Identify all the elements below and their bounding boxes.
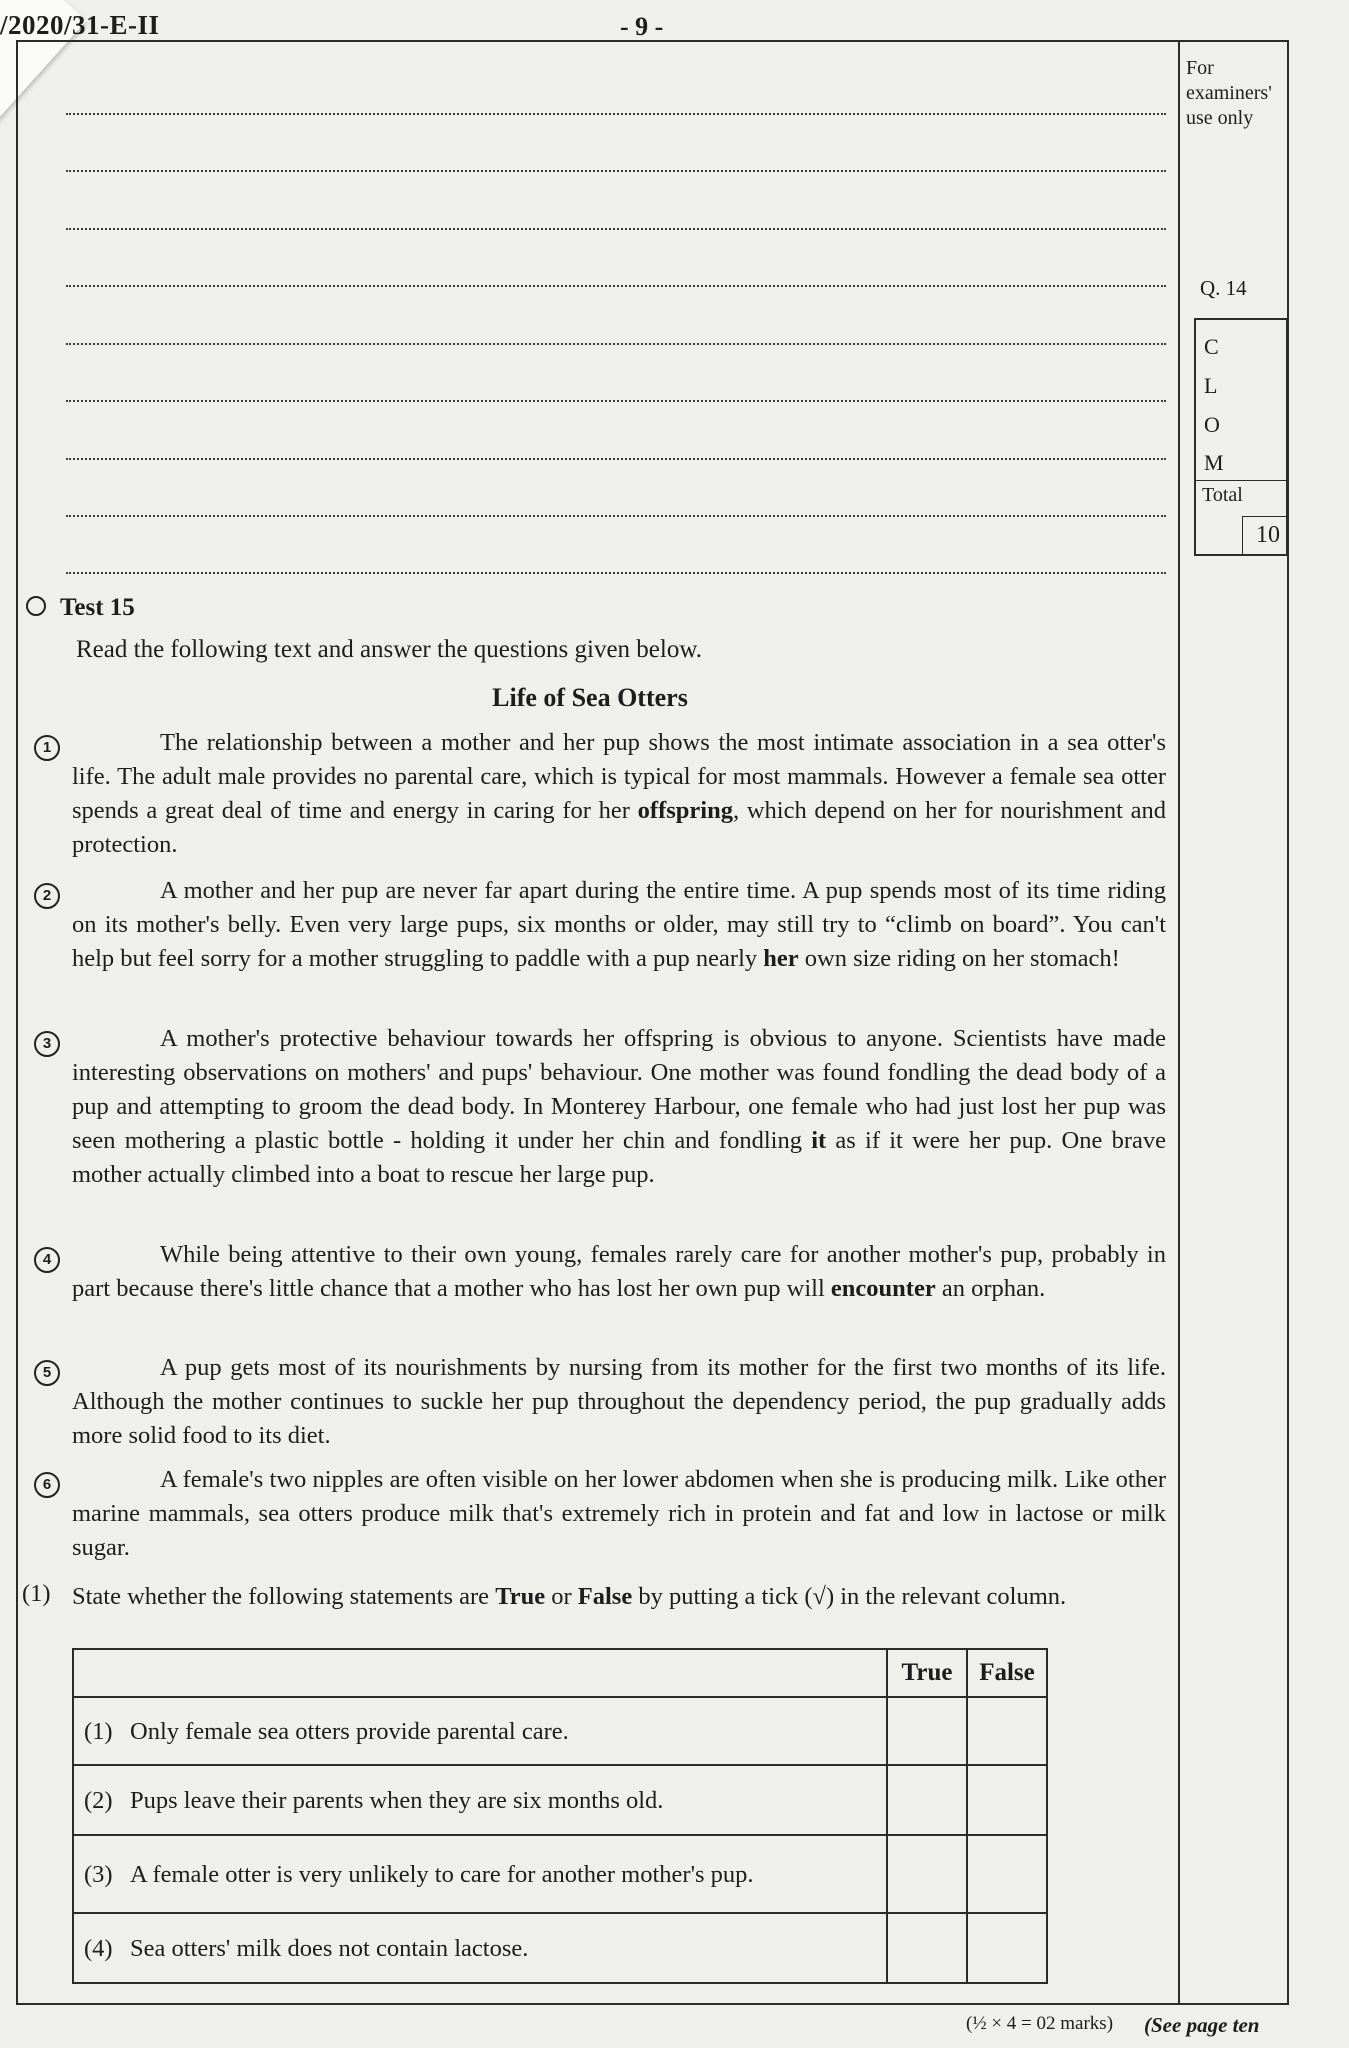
answer-line[interactable]: [66, 458, 1166, 460]
clom-divider: [1196, 480, 1286, 481]
false-tick-cell[interactable]: [967, 1913, 1047, 1983]
passage-title: Life of Sea Otters: [492, 683, 688, 712]
paragraph-number-badge: 3: [34, 1031, 60, 1057]
answer-line[interactable]: [66, 343, 1166, 345]
false-tick-cell[interactable]: [967, 1835, 1047, 1913]
clom-letter-l: L: [1204, 373, 1218, 398]
question-label: (1): [22, 1580, 51, 1607]
paper-code: /2020/31-E-II: [0, 10, 160, 40]
instruction-text: Read the following text and answer the questions given below.: [76, 636, 703, 663]
paragraph-number-badge: 4: [34, 1247, 60, 1273]
paragraph-number-badge: 2: [34, 883, 60, 909]
statement-cell: (4) Sea otters' milk does not contain lactose.: [73, 1913, 887, 1983]
question-number-label: Q. 14: [1200, 276, 1247, 300]
total-score-value: 10: [1256, 522, 1280, 548]
true-tick-cell[interactable]: [887, 1697, 967, 1765]
paragraph-1: The relationship between a mother and her pup shows the most intimate association in a sea otter's life. The adult male provides no parental care, which is typical for most mammals. However a female sea otter spends a great deal of time and energy in caring for her offspring, which depend on her for nourishment and protection.: [72, 729, 1166, 858]
examiner-column-divider: [1178, 40, 1180, 2005]
paragraph-number-badge: 5: [34, 1360, 60, 1386]
statement-cell: (2) Pups leave their parents when they are six months old.: [73, 1765, 887, 1835]
paragraph-2: A mother and her pup are never far apart during the entire time. A pup spends most of its time riding on its mother's belly. Even very large pups, six months or older, may still try to “climb on board”. You can't help but feel sorry for a mother struggling to paddle with a pup nearly her own size riding on her stomach!: [72, 877, 1166, 972]
answer-line[interactable]: [66, 515, 1166, 517]
examiners-use-label: For examiners' use only: [1186, 57, 1272, 129]
table-header-false: False: [967, 1649, 1047, 1697]
true-tick-cell[interactable]: [887, 1835, 967, 1913]
table-header-blank: [73, 1649, 887, 1697]
answer-line[interactable]: [66, 400, 1166, 402]
clom-letter-m: M: [1204, 450, 1224, 475]
table-header-row: [73, 1649, 1047, 1697]
table-header-true: True: [887, 1649, 967, 1697]
paragraph-6: A female's two nipples are often visible on her lower abdomen when she is producing milk. Like other marine mammals, sea otters produce milk that's extremely rich in protein and fat and low in lactose or milk sugar.: [72, 1466, 1166, 1561]
false-tick-cell[interactable]: [967, 1697, 1047, 1765]
total-label: Total: [1202, 484, 1243, 506]
table-row: [73, 1913, 1047, 1983]
table-row: [73, 1697, 1047, 1765]
true-false-table: [72, 1648, 1048, 1984]
statement-cell: (1) Only female sea otters provide parental care.: [73, 1697, 887, 1765]
clom-letter-c: C: [1204, 334, 1219, 359]
table-row: [73, 1835, 1047, 1913]
clom-letter-o: O: [1204, 412, 1220, 437]
answer-line[interactable]: [66, 285, 1166, 287]
see-next-page: (See page ten: [1144, 2013, 1260, 2037]
clom-score-box: [1194, 318, 1288, 556]
paragraph-number-badge: 6: [34, 1472, 60, 1498]
paragraph-3: A mother's protective behaviour towards her offspring is obvious to anyone. Scientists have made interesting observations on mothers' and pups' behaviour. One mother was found fondling the dead body of a pup and attempting to groom the dead body. In Monterey Harbour, one female who had just lost her pup was seen mothering a plastic bottle - holding it under her chin and fondling it as if it were her pup. One brave mother actually climbed into a boat to rescue her large pup.: [72, 1025, 1166, 1188]
ring-bullet-icon: [26, 596, 46, 616]
marks-allocation: (½ × 4 = 02 marks): [966, 2013, 1114, 2034]
paragraph-number-badge: 1: [34, 735, 60, 761]
answer-line[interactable]: [66, 572, 1166, 574]
question-text: State whether the following statements are True or False by putting a tick (√) in the relevant column.: [72, 1583, 1067, 1610]
true-tick-cell[interactable]: [887, 1765, 967, 1835]
answer-line[interactable]: [66, 170, 1166, 172]
paragraph-5: A pup gets most of its nourishments by nursing from its mother for the first two months of its life. Although the mother continues to suckle her pup throughout the dependency period, the pup gradually adds more solid food to its diet.: [72, 1354, 1166, 1449]
table-row: [73, 1765, 1047, 1835]
paragraph-4: While being attentive to their own young, females rarely care for another mother's pup, probably in part because there's little chance that a mother who has lost her own pup will encounter an orphan.: [72, 1241, 1166, 1302]
false-tick-cell[interactable]: [967, 1765, 1047, 1835]
statement-cell: (3) A female otter is very unlikely to care for another mother's pup.: [73, 1835, 887, 1913]
page-number: - 9 -: [620, 12, 664, 41]
answer-line[interactable]: [66, 228, 1166, 230]
test-heading: Test 15: [26, 594, 135, 622]
true-tick-cell[interactable]: [887, 1913, 967, 1983]
answer-line[interactable]: [66, 113, 1166, 115]
